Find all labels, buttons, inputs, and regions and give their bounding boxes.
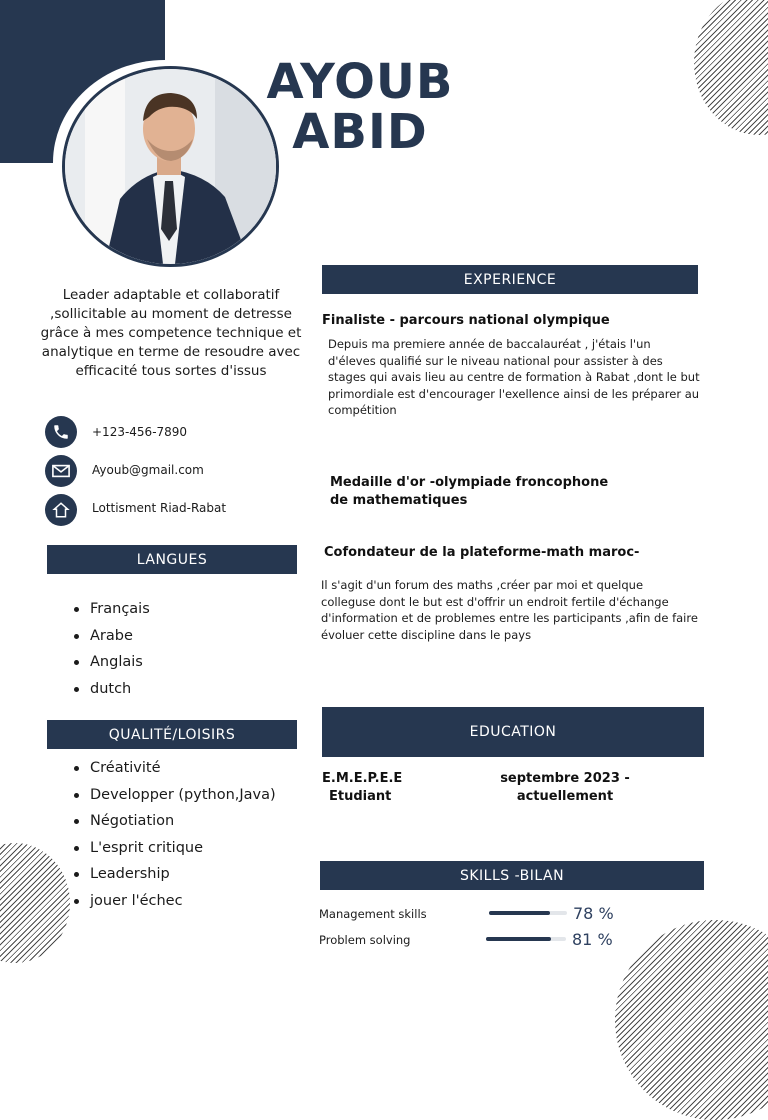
qualites-heading: QUALITÉ/LOISIRS [47, 720, 297, 749]
decor-hatch-bottom-right [615, 920, 768, 1120]
skill-label: Problem solving [319, 933, 411, 947]
skill-percent: 81 % [572, 930, 613, 949]
education-role: Etudiant [329, 789, 392, 804]
education-dates-start: septembre 2023 - [500, 771, 630, 786]
skill-bar-track [486, 937, 566, 941]
phone-icon [45, 416, 77, 448]
qualites-list [74, 755, 276, 914]
experience-heading: EXPERIENCE [322, 265, 698, 294]
skill-label: Management skills [319, 907, 427, 921]
decor-hatch-top-right [694, 0, 768, 135]
experience-item-title: Cofondateur de la plateforme-math maroc- [324, 545, 640, 560]
qualite-item: Négotiation [74, 808, 276, 835]
profile-summary: Leader adaptable et collaboratif ,sollicitable au moment de detresse grâce à mes competence technique et analytique en terme de resoudre avec efficacité tous sortes d'issus [40, 287, 302, 379]
langue-item: Anglais [74, 649, 150, 676]
education-school: E.M.E.P.E.E [322, 771, 403, 786]
skill-bar-fill [489, 911, 550, 915]
qualite-item: Leadership [74, 861, 276, 888]
first-name: AYOUB [266, 54, 454, 110]
experience-item-description: Il s'agit d'un forum des maths ,créer par moi et quelque colleguse dont le but est d'offrir un endroit fertile d'échange d'information et de problemes entre les participants ,afin de faire évoluer cette discipline dans le pays [321, 578, 698, 642]
qualite-item: Créativité [74, 755, 276, 782]
email-address: Ayoub@gmail.com [92, 463, 204, 477]
qualite-item: Developper (python,Java) [74, 782, 276, 809]
last-name: ABID [292, 104, 428, 160]
langue-item: Français [74, 596, 150, 623]
skills-heading: SKILLS -BILAN [320, 861, 704, 890]
skill-bar-track [489, 911, 567, 915]
skill-bar-fill [486, 937, 551, 941]
experience-item-title: Finaliste - parcours national olympique [322, 313, 610, 328]
qualite-item: L'esprit critique [74, 835, 276, 862]
mail-icon [45, 455, 77, 487]
education-dates-end: actuellement [516, 789, 614, 804]
phone-number: +123-456-7890 [92, 425, 188, 439]
skill-percent: 78 % [573, 904, 614, 923]
langue-item: dutch [74, 676, 150, 703]
experience-item-description: Depuis ma premiere année de baccalauréat , j'étais l'un d'éleves qualifié sur le niveau national pour assister à des stages qui avais lieu au centre de formation à Rabat ,dont le but primordiale est d'encourager l'exellence ainsi de les préparer au compétition [328, 337, 700, 417]
decor-hatch-left [0, 843, 70, 963]
langues-list [74, 596, 150, 702]
langue-item: Arabe [74, 623, 150, 650]
education-heading: EDUCATION [322, 707, 704, 757]
home-icon [45, 494, 77, 526]
experience-item-title: Medaille d'or -olympiade froncophone de mathematiques [330, 475, 609, 508]
langues-heading: LANGUES [47, 545, 297, 574]
qualite-item: jouer l'échec [74, 888, 276, 915]
address: Lottisment Riad-Rabat [92, 501, 227, 515]
